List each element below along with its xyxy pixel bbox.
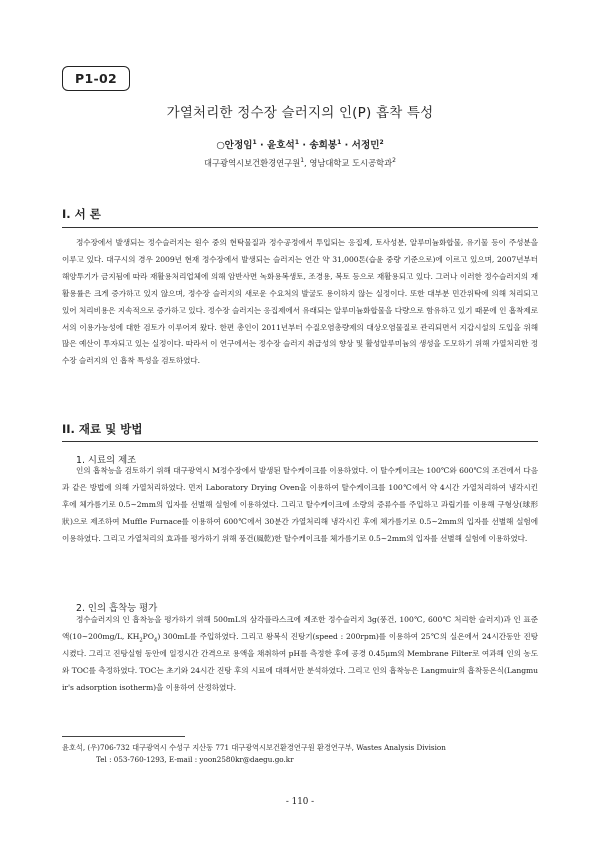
author-list: [0, 137, 600, 151]
section-heading-introduction: I. 서 론: [62, 207, 101, 221]
page-number: - 110 -: [285, 797, 315, 807]
subsection-heading-sample-prep: 1. 시료의 제조: [76, 455, 137, 466]
author-affiliation-mark: 1: [294, 138, 300, 146]
author-name: 서정민: [351, 140, 380, 151]
section-heading-methods: II. 재료 및 방법: [62, 422, 143, 436]
author-affiliation-mark: 1: [252, 138, 257, 146]
author-separator: ·: [341, 140, 352, 151]
footnote-divider: [62, 736, 185, 737]
author-separator: ·: [299, 140, 310, 151]
adsorption-paragraph: [62, 612, 538, 697]
section-divider: [62, 227, 538, 228]
subsection-heading-adsorption: 2. 인의 흡착능 평가: [76, 603, 158, 614]
affiliation-separator: ,: [304, 158, 310, 168]
paper-title: 가열처리한 정수장 슬러지의 인(P) 흡착 특성: [166, 105, 434, 121]
affiliation-institute: 대구광역시보건환경연구원: [204, 158, 301, 168]
author-affiliation-mark: 2: [379, 138, 384, 146]
formula-subscript: 4: [153, 637, 158, 644]
footnote-contact: Tel : 053-760-1293, E-mail : yoon2580kr@daegu.go.kr: [96, 755, 294, 764]
affiliation-line: [0, 157, 600, 169]
adsorption-text: ) 300mL를 주입하였다. 그리고 왕복식 진탕기(speed : 200rpm)를 이용하여 25℃의 실온에서 24시간동안 진탕시켰다. 그리고 진탕실험 동안에 일정시간 간격으로 용액을 채취하여 pH를 측정한 후에 공경 0.45μm의 Membrane Filter로 여과해 인의 농도와 TOC를 측정하였다. TOC는 초기와 24시간 진탕 후의 시료에 대해서만 분석하였다. 그리고 인의 흡착능은 Langmuir의 흡착등온식(Langmuir's adsorption isotherm)을 이용하여 산정하였다.: [62, 631, 538, 692]
author-name: 윤호석: [267, 140, 295, 151]
author-name: 송희봉: [309, 140, 338, 151]
affiliation-mark: 1: [300, 157, 305, 165]
adsorption-text: 정수슬러지의 인 흡착능을 평가하기 위해 500mL의 삼각플라스크에 제조한 정수슬러지 3g(풍건, 100℃, 600℃ 처리한 슬러지)과 인 표준액(10~200mg/L, KH: [62, 615, 538, 641]
author-name: ○안정임: [216, 140, 253, 151]
footnote-address: 윤호석, (우)706-732 대구광역시 수성구 지산동 771 대구광역시보건환경연구원 환경연구부, Wastes Analysis Division: [62, 743, 446, 752]
affiliation-institute: 영남대학교 도시공학과: [309, 158, 393, 168]
formula-subscript: 2: [139, 637, 143, 644]
introduction-paragraph: 정수장에서 발생되는 정수슬러지는 원수 중의 현탁물질과 정수공정에서 투입되는 응집제, 토사성분, 알루미늄화합물, 유기물 등이 주성분을 이루고 있다. 대구시의 경우 2009년 현재 정수장에서 발생되는 슬러지는 연간 약 31,000톤(습윤 중량 기준으로)에 이르고 있으며, 2007년부터 해양투기가 금지됨에 따라 재활용처리업체에 의해 암반사면 녹화용복생토, 조경용, 복토 등으로 재활용되고 있다. 그러나 이러한 정수슬러지의 재활용률은 크게 증가하고 있지 않으며, 정수장 슬러지의 새로운 수요처의 발굴도 용이하지 않는 실정이다. 또한 대부분 민간위탁에 의해 처리되고 있어 처리비용은 지속적으로 증가하고 있다. 정수장 슬러지는 응집제에서 유래되는 알루미늄화합물을 다량으로 함유하고 있기 때문에 인 흡착제로서의 이용가능성에 대한 검토가 이루어져 왔다. 한편 총인이 2011년부터 수질오염총량제의 대상오염물질로 관리되면서 지갑시설의 도입을 위해 많은 예산이 투자되고 있는 실정이다. 따라서 이 연구에서는 정수장 슬러지 취급성의 향상 및 활성알루미늄의 생성을 도모하기 위해 가열처리한 정수장 슬러지의 인 흡착 특성을 검토하였다.: [62, 238, 538, 366]
author-separator: ·: [256, 140, 268, 151]
adsorption-text: PO: [142, 631, 154, 641]
author-affiliation-mark: 1: [337, 138, 342, 146]
section-divider: [62, 441, 538, 442]
session-code-badge: P1-02: [62, 66, 130, 91]
sample-prep-paragraph: 인의 흡착능을 검토하기 위해 대구광역시 M정수장에서 발생된 탈수케이크를 이용하였다. 이 탈수케이크는 100℃와 600℃의 조건에서 다음과 같은 방법에 의해 가열처리하였다. 먼저 Laboratory Drying Oven을 이용하여 탈수케이크를 100℃에서 약 4시간 가열처리하여 냉각시킨 후에 체가름기로 0.5~2mm의 입자를 선별해 실험에 이용하였다. 그리고 탈수케이크에 소량의 증류수를 주입하고 과립기를 이용해 구형상(球形狀)으로 제조하여 Muffle Furnace를 이용하여 600℃에서 30분간 가열처리해 냉각시킨 후에 체가름기로 0.5~2mm의 입자를 선별해 실험에 이용하였다. 그리고 가열처리의 효과를 평가하기 위해 풍건(風乾)한 탈수케이크를 체가름기로 0.5~2mm의 입자를 선별해 실험에 이용하였다.: [62, 466, 538, 543]
affiliation-mark: 2: [392, 157, 396, 165]
